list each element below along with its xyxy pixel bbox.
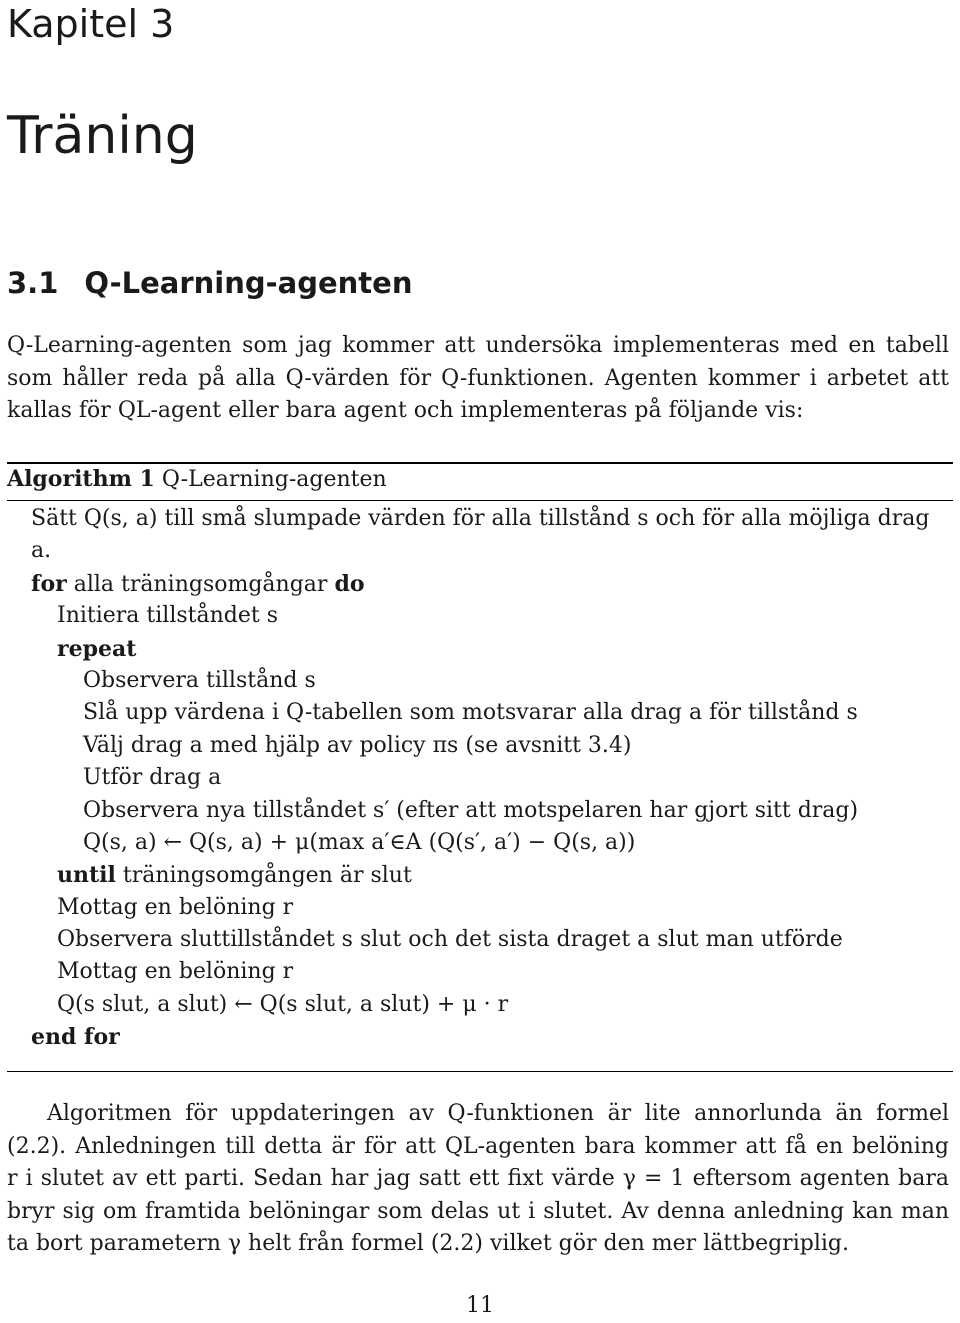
algorithm-bottom-rule [7, 1071, 953, 1072]
section-heading [7, 266, 412, 300]
algorithm-label: Algorithm 1 [7, 466, 155, 492]
closing-line: (2.2). Anledningen till detta är för att QL-agenten bara kommer att få en belöning [7, 1133, 949, 1159]
page-number: 11 [466, 1293, 494, 1318]
algo-line: Mottag en belöning r [57, 894, 294, 920]
algorithm-top-rule [7, 462, 953, 464]
algo-line: Observera sluttillståndet s slut och det sista draget a slut man utförde [57, 927, 843, 953]
closing-paragraph [7, 1098, 949, 1261]
algo-line: Observera nya tillståndet s′ (efter att motspelaren har gjort sitt drag) [83, 797, 859, 823]
intro-line: som håller reda på alla Q-värden för Q-funktionen. Agenten kommer i arbetet att [7, 365, 949, 391]
chapter-title: Träning [7, 106, 198, 166]
closing-line: ta bort parametern γ helt från formel (2.2) vilket gör den mer lättbegriplig. [7, 1231, 849, 1256]
algo-line: Mottag en belöning r [57, 959, 294, 985]
intro-line: kallas för QL-agent eller bara agent och implementeras på följande vis: [7, 398, 804, 423]
algo-line: Välj drag a med hjälp av policy πs (se avsnitt 3.4) [83, 732, 632, 758]
intro-line: Q-Learning-agenten som jag kommer att undersöka implementeras med en tabell [7, 333, 949, 358]
algorithm-caption-rule [7, 500, 953, 501]
algo-line: Utför drag a [83, 765, 222, 791]
closing-line: Algoritmen för uppdateringen av Q-funktionen är lite annorlunda än formel [47, 1101, 949, 1126]
algo-line: Observera tillstånd s [83, 667, 316, 693]
closing-line: bryr sig om framtida belöningar som delas ut i slutet. Av denna anledning kan man [7, 1198, 949, 1224]
algo-line: Initiera tillståndet s [57, 603, 279, 629]
closing-line: r i slutet av ett parti. Sedan har jag satt ett fixt värde γ = 1 eftersom agenten bara [7, 1166, 949, 1191]
algo-line-until: until träningsomgången är slut [57, 862, 412, 889]
algorithm-title: Q-Learning-agenten [161, 467, 387, 492]
section-title: Q-Learning-agenten [84, 266, 413, 300]
intro-paragraph [7, 330, 949, 428]
algorithm-caption [7, 466, 387, 492]
algo-final-formula: Q(s slut, a slut) ← Q(s slut, a slut) + μ · r [57, 991, 509, 1017]
algo-line-for: for alla träningsomgångar do [31, 570, 365, 597]
algo-update-formula: Q(s, a) ← Q(s, a) + μ(max a′∈A (Q(s′, a′) − Q(s, a)) [83, 829, 636, 855]
algo-line: a. [31, 538, 52, 564]
algo-line-end-for: end for [31, 1024, 120, 1051]
algo-line-repeat: repeat [57, 635, 137, 662]
section-number: 3.1 [7, 266, 59, 300]
algo-line: Slå upp värdena i Q-tabellen som motsvarar alla drag a för tillstånd s [83, 700, 858, 726]
algorithm-body [31, 503, 953, 1054]
chapter-label: Kapitel 3 [7, 2, 175, 46]
algo-line: Sätt Q(s, a) till små slumpade värden för alla tillstånd s och för alla möjliga drag [31, 506, 930, 531]
